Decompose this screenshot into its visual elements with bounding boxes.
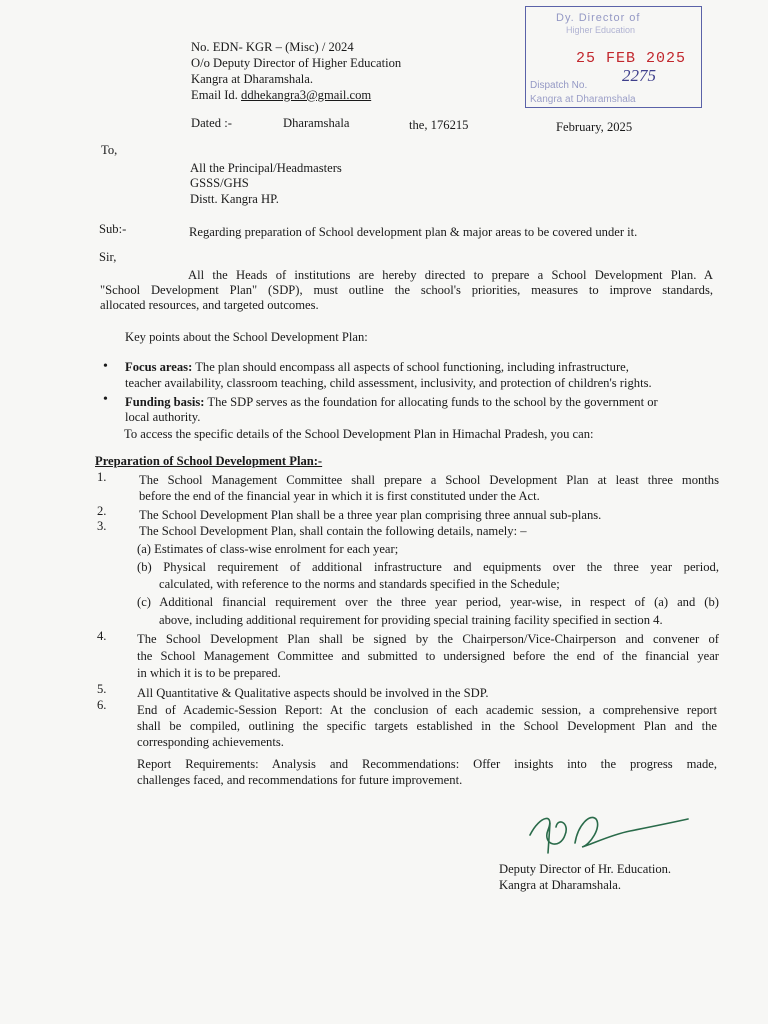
item-4-line-2: the School Management Committee and submitted to undersigned before the end of the financial year bbox=[137, 649, 719, 663]
email-line bbox=[191, 88, 371, 102]
signatory-place: Kangra at Dharamshala. bbox=[499, 878, 622, 892]
access-line: To access the specific details of the School Development Plan in Himachal Pradesh, you can: bbox=[124, 427, 594, 441]
recipient-line-3: Distt. Kangra HP. bbox=[190, 192, 279, 206]
bullet-funding-text: The SDP serves as the foundation for allocating funds to the school by the government or bbox=[207, 395, 658, 409]
sub-item-b-line-1: (b) Physical requirement of additional infrastructure and equipments over the three year period, bbox=[137, 560, 719, 574]
sub-item-c-line-2: above, including additional requirement for providing special training facility specified in section 4. bbox=[159, 613, 663, 627]
signatory-designation: Deputy Director of Hr. Education. bbox=[499, 862, 672, 876]
bullet-focus-line-2: teacher availability, classroom teaching, child assessment, inclusivity, and protection of children's rights. bbox=[125, 376, 652, 390]
subject-label: Sub:- bbox=[99, 222, 127, 236]
letter-number: No. EDN- KGR – (Misc) / 2024 bbox=[191, 40, 354, 54]
report-line-1: Report Requirements: Analysis and Recommendations: Offer insights into the progress made, bbox=[137, 757, 717, 771]
item-number: 4. bbox=[97, 629, 107, 643]
stamp-line-1: Dy. Director of bbox=[556, 12, 641, 24]
dated-label: Dated :- bbox=[191, 116, 232, 130]
item-6-line-3: corresponding achievements. bbox=[137, 735, 284, 749]
dated-month: February, 2025 bbox=[556, 120, 633, 134]
item-6-line-1: End of Academic-Session Report: At the conclusion of each academic session, a comprehensive report bbox=[137, 703, 717, 717]
item-number: 6. bbox=[97, 698, 107, 712]
bullet-funding-line-2: local authority. bbox=[125, 410, 201, 424]
stamp-dispatch-label: Dispatch No. bbox=[530, 80, 588, 91]
item-1-line-2: before the end of the financial year in which it is first constituted under the Act. bbox=[139, 489, 540, 503]
intro-line-1: All the Heads of institutions are hereby directed to prepare a School Development Plan. A bbox=[188, 268, 713, 282]
stamp-dispatch-number: 2275 bbox=[622, 66, 656, 85]
bullet-focus-title: Focus areas: bbox=[125, 360, 193, 374]
item-number: 1. bbox=[97, 470, 107, 484]
salutation: Sir, bbox=[99, 250, 117, 264]
office-name: O/o Deputy Director of Higher Education bbox=[191, 56, 402, 70]
bullet-icon: • bbox=[103, 392, 108, 407]
item-5-text: All Quantitative & Qualitative aspects should be involved in the SDP. bbox=[137, 686, 489, 700]
section-heading: Preparation of School Development Plan:- bbox=[95, 454, 323, 468]
stamp-place: Kangra at Dharamshala bbox=[530, 94, 636, 105]
intro-line-2: "School Development Plan" (SDP), must outline the school's priorities, measures to improve standards, bbox=[100, 283, 713, 297]
dated-place: Dharamshala bbox=[283, 116, 350, 130]
signature-scribble bbox=[520, 805, 700, 860]
recipient-line-2: GSSS/GHS bbox=[190, 176, 249, 190]
bullet-focus-text: The plan should encompass all aspects of school functioning, including infrastructure, bbox=[195, 360, 629, 374]
sub-item-b-line-2: calculated, with reference to the norms and standards specified in the Schedule; bbox=[159, 577, 560, 591]
report-line-2: challenges faced, and recommendations for future improvement. bbox=[137, 773, 463, 787]
recipient-line-1: All the Principal/Headmasters bbox=[190, 161, 342, 175]
receipt-stamp bbox=[525, 6, 702, 108]
item-4-line-3: in which it is to be prepared. bbox=[137, 666, 281, 680]
sub-item-c-line-1: (c) Additional financial requirement over the three year period, year-wise, in respect of (a) and (b) bbox=[137, 595, 719, 609]
bullet-focus-line-1 bbox=[125, 360, 629, 374]
intro-line-3: allocated resources, and targeted outcomes. bbox=[100, 298, 319, 312]
email-label: Email Id. bbox=[191, 88, 238, 102]
item-number: 2. bbox=[97, 504, 107, 518]
bullet-icon: • bbox=[103, 359, 108, 374]
key-points-heading: Key points about the School Development Plan: bbox=[125, 330, 368, 344]
sub-item-a: (a) Estimates of class-wise enrolment for each year; bbox=[137, 542, 399, 556]
stamp-date: 25 FEB 2025 bbox=[576, 50, 687, 67]
bullet-funding-title: Funding basis: bbox=[125, 395, 205, 409]
subject-text: Regarding preparation of School development plan & major areas to be covered under it. bbox=[189, 225, 638, 239]
to-label: To, bbox=[101, 143, 118, 157]
dated-the: the, 176215 bbox=[409, 118, 469, 132]
item-1-line-1: The School Management Committee shall prepare a School Development Plan at least three months bbox=[139, 473, 719, 487]
item-number: 5. bbox=[97, 682, 107, 696]
item-4-line-1: The School Development Plan shall be signed by the Chairperson/Vice-Chairperson and convener of bbox=[137, 632, 719, 646]
email-link[interactable]: ddhekangra3@gmail.com bbox=[241, 88, 372, 102]
item-3-text: The School Development Plan, shall contain the following details, namely: – bbox=[139, 524, 527, 538]
item-6-line-2: shall be compiled, outlining the specific targets established in the School Development Plan and the bbox=[137, 719, 717, 733]
bullet-funding-line-1 bbox=[125, 395, 658, 409]
item-number: 3. bbox=[97, 519, 107, 533]
office-location: Kangra at Dharamshala. bbox=[191, 72, 314, 86]
item-2-text: The School Development Plan shall be a three year plan comprising three annual sub-plans. bbox=[139, 508, 602, 522]
stamp-line-2: Higher Education bbox=[566, 25, 636, 35]
